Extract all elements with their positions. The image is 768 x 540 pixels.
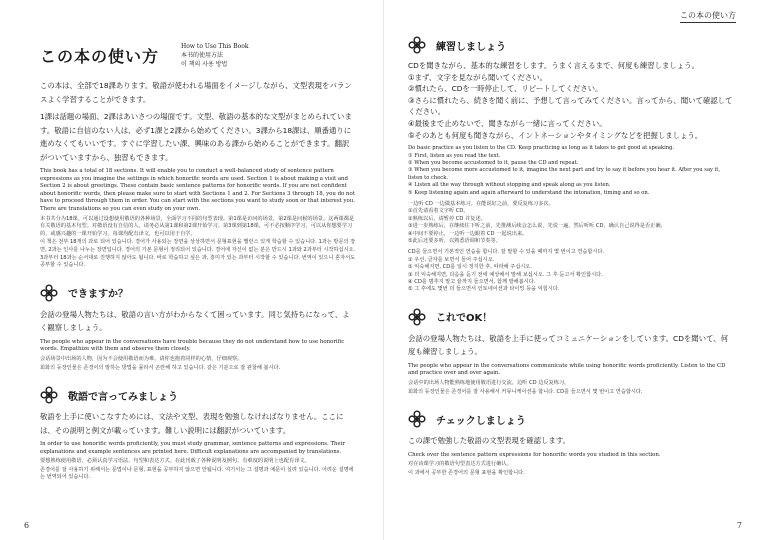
section-title: 練習しましょう — [436, 41, 506, 53]
section-en: The people who appear in the conversations have trouble because they do not understand how to use honorific words. Empathize with them and observe them closely. — [40, 338, 345, 353]
section-heading-practice — [408, 36, 734, 54]
section-ko: 이 과에서 공부한 존경어의 문형 표현을 확인합니다. — [408, 469, 525, 476]
practice-ko-line: ② 익숙해지면, CD를 일시 정지한 후, 따라해 주십시오. — [408, 264, 532, 271]
practice-zh-line: ③进一步熟练后，在继续往下听之前，先推测后续会怎么说，先说一遍，然后听听 CD，确认自己说得是否正确。 — [408, 223, 666, 230]
flower-icon — [408, 410, 426, 428]
section-zh: 要想熟练使用敬语，必须认真学习语法、句型和表达方式。在此刊载了各种说明及例句。有难度的说明上也配有译文。 — [40, 458, 310, 465]
practice-step: ②慣れたら、CDを一時停止して、リピートしてください。 — [408, 84, 603, 94]
running-header: この本の使い方 — [680, 10, 736, 23]
section-jp: 会話の登場人物たちは、敬語を上手に使ってコミュニケーションをしています。CDを聞いて、何度も練習しましょう。 — [408, 333, 729, 357]
section-en: In order to use honorific words proficiently, you must study grammar, sentence patterns and expressions. Their explanations and example sentences are printed here. Difficult explanations are accompanied by translations. — [40, 441, 346, 455]
section-title: これでOK！ — [436, 313, 493, 325]
practice-ko-line: CD를 들으면서 기본적인 연습을 합니다. 잘 말할 수 있을 때까지 몇 번이고 연습합시다. — [408, 249, 605, 256]
practice-ko-block — [408, 249, 734, 293]
practice-step: ⑤そのあとも何度も聞きながら、イントネーションやタイミングなどを把握しましょう。 — [408, 130, 703, 140]
practice-zh-line: ④中间不要停止，一边听一边跟着 CD 一起说出来。 — [408, 230, 528, 237]
practice-zh-line: 一边听 CD 一边做基本练习。在能说好之前，要反复练习多次。 — [408, 201, 554, 207]
title-ko: 이 책의 사용 방법 — [181, 61, 228, 68]
title-translations — [181, 42, 248, 69]
practice-en-intro: Do basic practice as you listen to the CD. Keep practicing as long as it takes to get good at speaking. — [408, 145, 675, 152]
practice-ko-line: ③ 더 익숙해지면, 다음을 듣기 전에 예상해서 말해 보십시오. 그 후 듣고서 확인합시다. — [408, 271, 603, 278]
practice-step: ④最後まで止めないで、聞きながら一緒に言ってください。 — [408, 118, 607, 128]
section-title: チェックしましょう — [436, 415, 526, 427]
left-content — [40, 40, 356, 483]
practice-zh-block — [408, 201, 734, 245]
practice-zh-line: ②熟练以后，请暂停 CD 并复述。 — [408, 215, 486, 222]
intro-ko: 이 책은 전부 18개의 과로 되어 있습니다. 경어가 사용되는 장면을 상상하면서 문형표현을 밸런스 있게 학습할 수 있습니다. 1과는 방문의 장면, 2과는 인사를 나누는 장면입니다. 경어의 기본 문형이 정리되어 있습니다. 경어에 자신이 없는 분은 반드시 1과와 2과부터 시작하십시오. 3과부터 18과는 순서대로 진행하지 않아도 됩니다. 바로 학습하고 싶은 과, 흥미가 있는 과부터 시작할 수 있습니다. 번역이 있으니 혼자서도 공부할 수 있습니다. — [40, 239, 356, 269]
practice-en-step: ① First, listen as you read the text. — [408, 152, 501, 159]
title-en: How to Use This Book — [181, 43, 249, 50]
intro-en: This book has a total of 18 sections. It will enable you to conduct a well-balanced study of sentence pattern expressions as you imagine the settings in which honorific words are used. Section 1 is about making a visit and Section 2 is about greetings. These contain basic sentence patterns for honorific words. If you are not confident about honorific words, then please make sure to start with Sections 1 and 2. For Sections 3 through 18, you do not have to proceed through them in order. You can start with the sections you want to study soon or that interest you. There are translations so you can even study on your own. — [40, 168, 355, 212]
practice-intro: CDを聞きながら、基本的な練習をします。うまく言えるまで、何度も練習しましょう。 — [408, 61, 699, 70]
section-title: 敬語で言ってみましょう — [68, 391, 178, 403]
flower-icon — [40, 284, 58, 302]
practice-jp-block — [408, 60, 734, 141]
section-jp: この課で勉強した敬語の文型表現を確認します。 — [408, 436, 571, 446]
practice-ko-line: ⑤ 그 후에도 몇번 더 들으면서 인토네이션과 타이밍 등을 익힙시다. — [408, 286, 560, 293]
page-number: 6 — [24, 521, 30, 530]
practice-en-block — [408, 145, 734, 197]
section-zh: 对在该课学习的敬语句型表达方式进行确认。 — [408, 461, 512, 468]
practice-ko-line: ① 우선, 글자를 보면서 들어 주십시오. — [408, 256, 495, 263]
section-heading-dekimasuka — [40, 284, 356, 302]
intro-jp-paragraph: この本は、全部で18課あります。敬語が使われる場面をイメージしながら、文型表現をバランスよく学習することができます。 — [40, 81, 352, 104]
section-ko: 존경어를 잘 사용하기 위해서는 문법이나 문형, 표현을 공부하지 않으면 안됩니다. 여기서는 그 설명과 예문이 실려 있습니다. 어려운 설명에는 번역되어 있습니다. — [40, 466, 354, 481]
page-number: 7 — [736, 521, 742, 530]
flower-icon — [408, 308, 426, 326]
section-title: できますか？ — [68, 289, 128, 301]
practice-zh-line: ①首先请看着文字听 CD。 — [408, 208, 469, 215]
practice-ko-line: ④ CD를 멈추지 말고 끝까지 들으면서, 함께 말해봅시다. — [408, 279, 536, 286]
practice-en-step: ③ When you become more accustomed to it, imagine the next part and try to say it before you hear it. After you say it, listen to check. — [408, 167, 721, 181]
section-jp: 敬語を上手に使いこなすためには、文法や文型、表現を勉強しなければなりません。ここには、その説明と例文が載っています。難しい説明には翻訳がついています。 — [40, 412, 344, 435]
practice-en-step: ⑤ Keep listening again and again afterward to understand the intonation, timing and so on. — [408, 189, 650, 196]
section-en: Check over the sentence pattern expressions for honorific words you studied in this section. — [408, 451, 661, 458]
intro-jp-paragraph: 1課は話題の場面、2課はあいさつの場面です。文型、敬語の基本的な文型がまとめられています。敬語に自信のない人は、必ず1課と2課から始めてください。3課から18課は、順番通りに進めなくてもいいです。すぐに学習したい課、興味のある課から始めることができます。翻訳がついていますから、独習もできます。 — [40, 112, 352, 162]
practice-step: ①まず、文字を見ながら聞いてください。 — [408, 72, 548, 82]
section-ko: 회화의 등장인물은 존경어를 잘 사용해서 커뮤니케이션을 합니다. CD를 들으면서 몇 번이고 연습합시다. — [408, 388, 643, 395]
section-zh: 会话中的出场人物能熟练地使用敬语进行交流。边听 CD 边反复练习。 — [408, 380, 570, 387]
section-zh: 会话场景中出场的人物，因为不会使用敬语而为难。请你也抱着同样的心情，仔细观察。 — [40, 355, 243, 362]
section-heading-ok — [408, 308, 734, 326]
practice-zh-line: ⑤此后还要多听，以熟悉语调和节奏等。 — [408, 238, 501, 245]
section-ko: 회화의 등장인물은 존경어의 말하는 방법을 몰라서 곤란해 하고 있습니다. 같은 기분으로 잘 관찰해 봅시다. — [40, 364, 281, 371]
section-heading-keigo — [40, 386, 356, 404]
section-jp: 会話の登場人物たちは、敬語の言い方がわからなくて困っています。同じ気持ちになって、よく観察しましょう。 — [40, 309, 350, 333]
practice-step: ③さらに慣れたら、続きを聞く前に、予想して言ってみてください。言ってから、聞いて確認してください。 — [408, 95, 733, 117]
title-zh: 本书的使用方法 — [181, 52, 224, 59]
page-title: この本の使い方 — [40, 47, 160, 66]
flower-icon — [408, 36, 426, 54]
right-content — [408, 36, 734, 479]
section-en: The people who appear in the conversations communicate while using honorific words proficiently. Listen to the CD and practice over and over again. — [408, 362, 726, 377]
flower-icon — [40, 386, 58, 404]
intro-zh: 本书共分为18课。可以通过设想使用敬语的各种场景，全面学习不同的句型表现。第1课是访问的场景，第2课是问候的场景。这两课都是有关敬语的基本句型。对敬语没有自信的人，请务必从第1课和第2课开始学习。第3课到第18课，可不必按顺序学习，可以从你想要学习的、或感兴趣的一课开始学习。每课均配有译文，也可以用于自学。 — [40, 215, 355, 237]
title-block — [40, 40, 356, 69]
right-page — [384, 0, 768, 540]
practice-en-step: ② When you become accustomed to it, pause the CD and repeat. — [408, 159, 579, 166]
section-heading-check — [408, 410, 734, 428]
practice-en-step: ④ Listen all the way through without stopping and speak along as you listen. — [408, 182, 611, 189]
